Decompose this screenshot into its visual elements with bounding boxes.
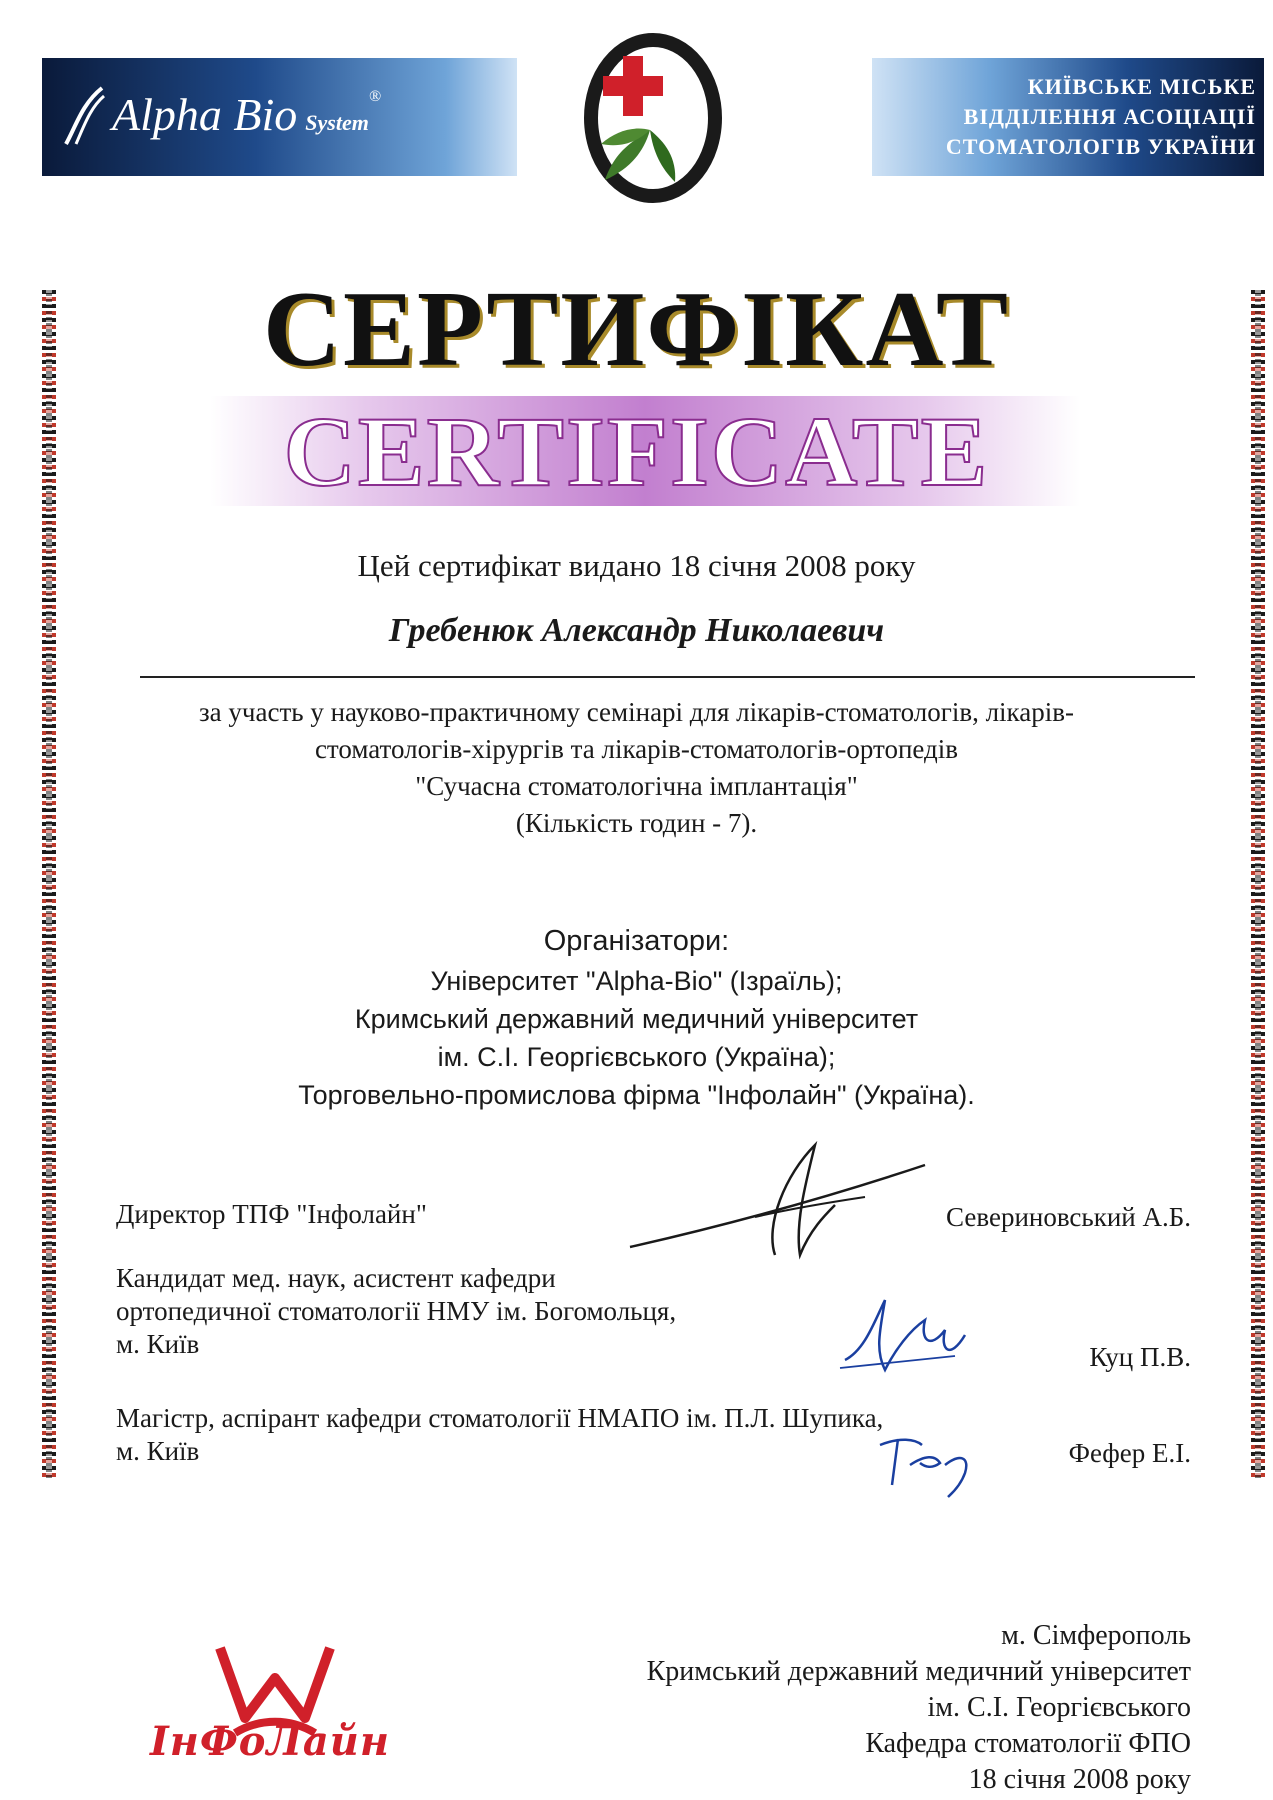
footer-line: ім. С.І. Георгієвського: [927, 1692, 1191, 1723]
issued-line: Цей сертифікат видано 18 січня 2008 року: [357, 548, 916, 583]
description: [0, 694, 1273, 842]
position-line: Директор ТПФ "Інфолайн": [116, 1199, 427, 1229]
organizer-line: Торговельно-промислова фірма "Інфолайн" (Україна).: [298, 1080, 975, 1110]
association-line: СТОМАТОЛОГІВ УКРАЇНИ: [945, 134, 1256, 159]
brand-system: System: [305, 110, 369, 135]
signatory-1-position: [116, 1198, 427, 1231]
signature-1-icon: [625, 1135, 945, 1265]
footer-issuer: [647, 1618, 1191, 1798]
position-line: м. Київ: [116, 1329, 200, 1359]
signature-2-icon: [835, 1290, 975, 1380]
association-emblem-icon: [565, 30, 735, 210]
signatory-3-name: Фефер Е.І.: [1068, 1438, 1191, 1468]
footer-line: Кримський державний медичний університет: [646, 1656, 1191, 1687]
alpha-bio-brand: [112, 88, 381, 141]
organizer-line: ім. С.І. Георгієвського (Україна);: [437, 1042, 836, 1072]
alpha-bio-logo-icon: [62, 86, 106, 146]
description-line: (Кількість годин - 7).: [515, 808, 758, 838]
alpha-bio-banner: [42, 58, 517, 176]
description-line: стоматологів-хірургів та лікарів-стоматологів-ортопедів: [314, 734, 959, 764]
organizers-title: Організатори:: [543, 925, 730, 957]
title-ukrainian: СЕРТИФІКАТ: [263, 270, 1010, 389]
position-line: Магістр, аспірант кафедри стоматології НМАПО ім. П.Л. Шупика,: [116, 1403, 884, 1433]
footer-line: Кафедра стоматології ФПО: [865, 1728, 1191, 1759]
brand-name: Alpha Bio: [112, 89, 298, 140]
infoline-logo-word: ІнФоЛайн: [149, 1718, 391, 1765]
position-line: м. Київ: [116, 1436, 200, 1466]
organizers-list: [0, 962, 1273, 1114]
position-line: ортопедичної стоматології НМУ ім. Богомольця,: [116, 1296, 677, 1326]
signatory-2-position: [116, 1262, 676, 1361]
association-line: ВІДДІЛЕННЯ АСОЦІАЦІЇ: [963, 104, 1256, 129]
association-line: КИЇВСЬКЕ МІСЬКЕ: [1027, 74, 1256, 99]
association-banner: [872, 58, 1264, 176]
position-line: Кандидат мед. наук, асистент кафедри: [116, 1263, 556, 1293]
signatory-2-name: Куц П.В.: [1089, 1342, 1191, 1372]
recipient-name: Гребенюк Александр Николаевич: [388, 612, 885, 649]
signatory-3-position: [116, 1402, 883, 1468]
description-line: за участь у науково-практичному семінарі для лікарів-стоматологів, лікарів-: [199, 697, 1074, 727]
title-english: CERTIFICATE: [283, 396, 990, 507]
recipient-underline: [140, 676, 1195, 678]
organizer-line: Університет "Alpha-Bio" (Ізраїль);: [430, 966, 843, 996]
description-line: "Сучасна стоматологічна імплантація": [415, 771, 858, 801]
association-name: [926, 72, 1256, 162]
footer-line: 18 січня 2008 року: [968, 1764, 1191, 1795]
signature-3-icon: [870, 1425, 990, 1500]
footer-line: м. Сімферополь: [1001, 1620, 1191, 1651]
organizer-line: Кримський державний медичний університет: [354, 1004, 919, 1034]
brand-reg: ®: [368, 88, 381, 105]
signatory-1-name: Северинoвський А.Б.: [946, 1202, 1191, 1232]
